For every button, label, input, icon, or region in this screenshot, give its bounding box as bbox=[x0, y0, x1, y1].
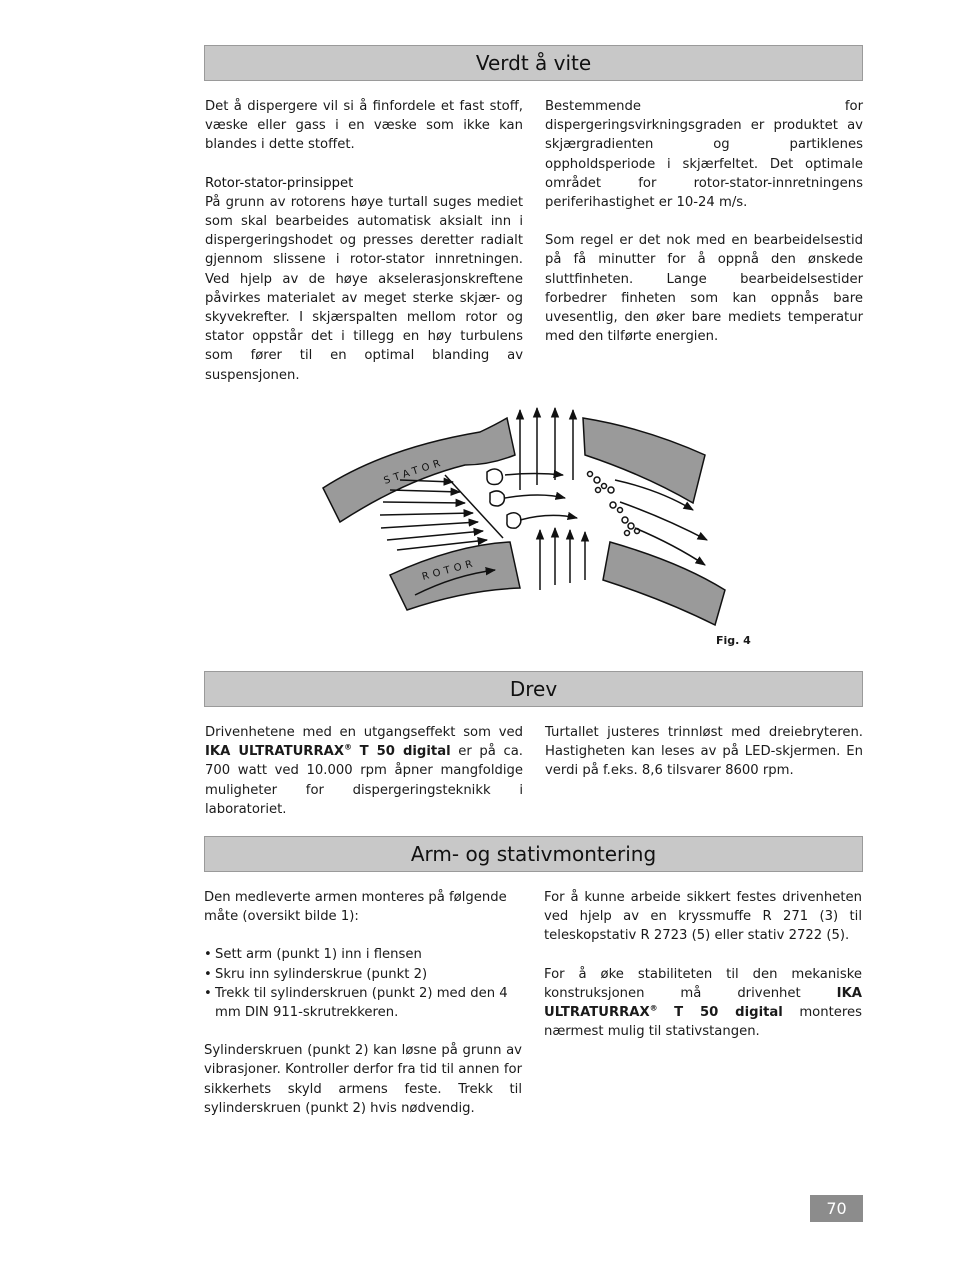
list-item: • Sett arm (punkt 1) inn i flensen bbox=[204, 945, 522, 964]
section-header-arm bbox=[204, 836, 863, 872]
upward-arrows bbox=[520, 408, 585, 590]
page-number: 70 bbox=[810, 1195, 863, 1222]
mounting-steps-list bbox=[204, 945, 522, 1022]
section-header-verdt bbox=[204, 45, 863, 81]
list-item: • Skru inn sylinderskrue (punkt 2) bbox=[204, 965, 522, 984]
speed-paragraph: Turtallet justeres trinnløst med dreiebryteren. Hastigheten kan leses av på LED-skjermen. En verdi på f.eks. 8,6 tilsvarer 8600 rpm. bbox=[545, 725, 863, 779]
verdt-right-column bbox=[545, 97, 863, 346]
arm-right-column bbox=[544, 888, 862, 1041]
arm-left-column bbox=[204, 888, 522, 1118]
section-title: Arm- og stativmontering bbox=[410, 842, 657, 866]
particles bbox=[487, 469, 640, 536]
rotor-right-shape bbox=[603, 542, 725, 625]
model-name: T 50 digital bbox=[674, 1005, 783, 1021]
model-name: T 50 digital bbox=[359, 744, 451, 760]
power-paragraph: Drivenhetene med en utgangseffekt som ved IKA ULTRATURRAX® T 50 digital er på ca. 700 watt ved 10.000 rpm åpner mangfoldige muligheter for dispergeringsteknikk i laboratoriet. bbox=[205, 725, 523, 817]
stability-paragraph: For å øke stabiliteten til den mekaniske konstruksjonen må drivenhet IKA ULTRATURRAX® T 50 digital monteres nærmest mulig til stativstangen. bbox=[544, 966, 862, 1040]
section-title: Verdt å vite bbox=[475, 51, 592, 75]
rotor-stator-paragraph: På grunn av rotorens høye turtall suges mediet som skal bearbeides automatisk aksialt inn i dispergeringshodet og presses deretter radialt gjennom slissene i rotor-stator innretningen. Ved hjelp av de høye akselerasjonskreftene påvirkes materialet av meget sterke skjær- og skyvekrefter. I skjærspalten mellom rotor og stator oppstår det i tillegg en høy turbulens som fører til en optimal blanding av suspensjonen. bbox=[205, 194, 523, 383]
rotor-label: ROTOR bbox=[420, 557, 478, 583]
dispersion-efficiency-paragraph: Bestemmende for dispergeringsvirkningsgraden er produktet av skjærgradienten og partiklenes oppholdsperiode i skjærfeltet. Det optimale området for rotor-stator-innretningens periferihastighet er 10-24 m/s. bbox=[545, 99, 863, 211]
rotor-left-shape bbox=[390, 542, 520, 610]
figure-caption: Fig. 4 bbox=[716, 634, 751, 647]
subheading-rotor-stator: Rotor-stator-prinsippet bbox=[205, 175, 354, 191]
stator-label: STATOR bbox=[382, 457, 446, 487]
processing-time-paragraph: Som regel er det nok med en bearbeidelsestid på få minutter for å oppnå den ønskede sluttfinheten. Lange bearbeidelsestider forbedrer finheten som kan oppnås bare uvesentlig, den øker bare mediets temperatur med den tilførte energien. bbox=[545, 233, 863, 345]
brand-name: IKA ULTRATURRAX® bbox=[544, 985, 862, 1021]
inflow-arrows bbox=[380, 480, 487, 550]
stand-mounting-paragraph: For å kunne arbeide sikkert festes drivenheten ved hjelp av en kryssmuffe R 271 (3) til teleskopstativ R 2723 (5) eller stativ 2722 (5). bbox=[544, 890, 862, 944]
drev-left-column bbox=[205, 723, 523, 819]
list-item: • Trekk til sylinderskruen (punkt 2) med den 4 mm DIN 911-skrutrekkeren. bbox=[204, 984, 522, 1022]
screw-warning-paragraph: Sylinderskruen (punkt 2) kan løsne på grunn av vibrasjoner. Kontroller derfor fra tid til annen for sikkerhets skyld armens feste. Trekk til sylinderskruen (punkt 2) hvis nødvendig. bbox=[204, 1043, 522, 1116]
drev-right-column bbox=[545, 723, 863, 781]
stator-right-shape bbox=[583, 418, 705, 503]
rotor-stator-diagram bbox=[315, 400, 735, 630]
verdt-left-column bbox=[205, 97, 523, 385]
mounting-heading: Den medleverte armen monteres på følgende måte (oversikt bilde 1): bbox=[204, 890, 507, 925]
section-header-drev bbox=[204, 671, 863, 707]
section-title: Drev bbox=[509, 677, 558, 701]
brand-name: IKA ULTRATURRAX® bbox=[205, 742, 352, 760]
intro-paragraph: Det å dispergere vil si å finfordele et fast stoff, væske eller gass i en væske som ikke kan blandes i dette stoffet. bbox=[205, 99, 523, 153]
